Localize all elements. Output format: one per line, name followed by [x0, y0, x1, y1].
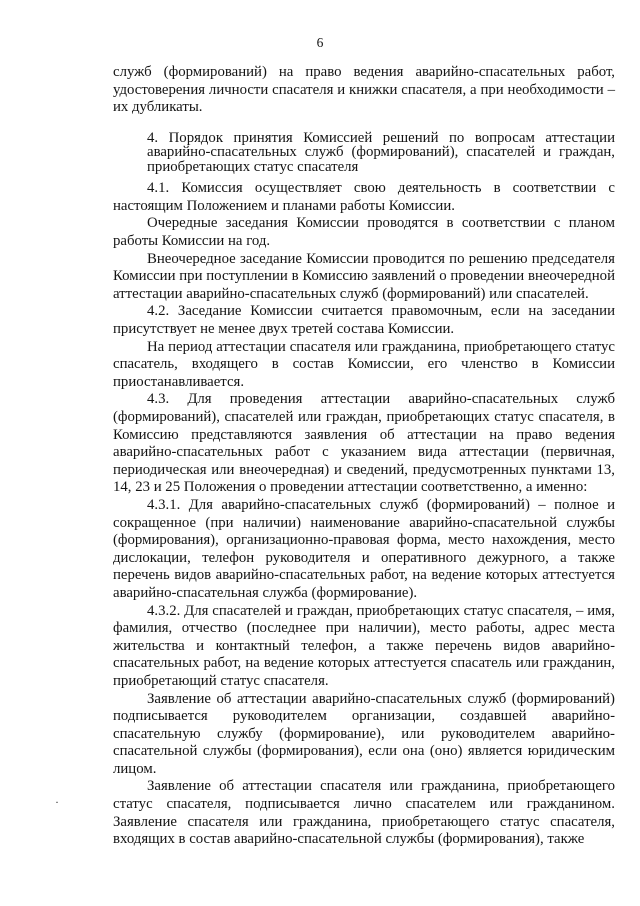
paragraph: 4.3.2. Для спасателей и граждан, приобретающих статус спасателя, – имя, фамилия, отчество (последнее при наличии), место работы, адрес места жительства и контактный телефон, а также перечень видов аварийно-спасательных работ, на ведение которых аттестуется спасатель или гражданин, приобретающий статус спасателя.	[113, 602, 615, 689]
paragraph-continuation: служб (формирований) на право ведения аварийно-спасательных работ, удостоверения личности спасателя и книжки спасателя, а при необходимости – их дубликаты.	[113, 64, 615, 116]
paragraph: 4.2. Заседание Комиссии считается правомочным, если на заседании присутствует не менее двух третей состава Комиссии.	[113, 303, 615, 338]
paragraph: Заявление об аттестации аварийно-спасательных служб (формирований) подписывается руководителем организации, создавшей аварийно-спасательную службу (формирование), или руководителем аварийно-спасательной службы (формирования), если она (оно) является юридическим лицом.	[113, 690, 615, 777]
paragraph: Очередные заседания Комиссии проводятся в соответствии с планом работы Комиссии на год.	[113, 215, 615, 250]
paragraph: 4.1. Комиссия осуществляет свою деятельность в соответствии с настоящим Положением и планами работы Комиссии.	[113, 180, 615, 214]
document-body	[113, 64, 615, 849]
paragraph: 4.3.1. Для аварийно-спасательных служб (формирований) – полное и сокращенное (при наличии) наименование аварийно-спасательной службы (формирования), организационно-правовая форма, место нахождения, место дислокации, телефон руководителя и оперативного дежурного, а также перечень видов аварийно-спасательных работ, на ведение которых аттестуется аварийно-спасательная служба (формирование).	[113, 496, 615, 601]
page-number: 6	[316, 35, 324, 50]
paragraph: На период аттестации спасателя или гражданина, приобретающего статус спасатель, входящего в состав Комиссии, его членство в Комиссии приостанавливается.	[113, 338, 615, 390]
paragraph: Внеочередное заседание Комиссии проводится по решению председателя Комиссии при поступлении в Комиссию заявлений о проведении внеочередной аттестации аварийно-спасательных служб (формирований) или спасателей.	[113, 250, 615, 302]
paragraph: Заявление об аттестации спасателя или гражданина, приобретающего статус спасателя, подписывается лично спасателем или гражданином. Заявление спасателя или гражданина, приобретающего статус спасателя, входящих в состав аварийно-спасательной службы (формирования), также	[113, 778, 615, 848]
margin-mark: ·	[55, 795, 59, 809]
paragraph: 4.3. Для проведения аттестации аварийно-спасательных служб (формирований), спасателей или граждан, приобретающих статус спасателя, в Комиссию представляются заявления об аттестации на право ведения аварийно-спасательных работ с указанием вида аттестации (первичная, периодическая или внеочередная) и сведений, предусмотренных пунктами 13, 14, 23 и 25 Положения о проведении аттестации соответственно, а именно:	[113, 391, 615, 496]
section-heading: 4. Порядок принятия Комиссией решений по вопросам аттестации аварийно-спасательных служб (формирований), спасателей и граждан, приобретающих статус спасателя	[147, 129, 615, 175]
